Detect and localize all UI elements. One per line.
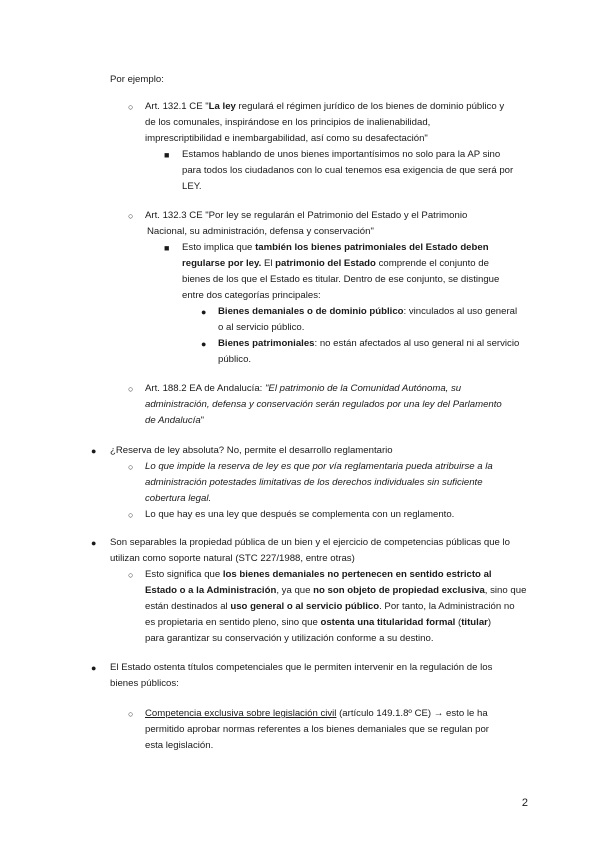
text-run: Estado o a la Administración (145, 585, 277, 596)
text-run: Lo que impide la reserva de ley es que por vía reglamentaria pueda atribuirse a la (145, 461, 493, 472)
text-run: Lo que hay es una ley que después se complementa con un reglamento. (145, 509, 455, 520)
text-run: La ley (208, 101, 236, 112)
text-run: Bienes demaniales o de dominio público (218, 306, 404, 317)
dot-bullet-icon: ● (91, 538, 97, 548)
text-run: uso general o al servicio público (230, 601, 380, 612)
text-run: están destinados al (145, 601, 231, 612)
doc-line (145, 133, 428, 145)
doc-line (145, 210, 467, 222)
text-run: Art. 188.2 EA de Andalucía: (145, 383, 266, 394)
text-run: utilizan como soporte natural (STC 227/1988, entre otras) (110, 553, 355, 564)
text-run: los bienes demaniales no pertenecen en sentido estricto al (222, 569, 492, 580)
text-run: de los comunales, inspirándose en los principios de inalienabilidad, (145, 117, 431, 128)
text-run: cobertura legal. (145, 493, 212, 504)
text-run: Competencia exclusiva sobre legislación civil (145, 708, 337, 719)
doc-line (218, 306, 517, 318)
text-run: Bienes patrimoniales (218, 338, 315, 349)
text-run: para garantizar su conservación y utilización conforme a su destino. (145, 633, 434, 644)
dot-bullet-icon: ● (201, 339, 207, 349)
doc-line (110, 662, 492, 674)
doc-line (182, 242, 489, 254)
text-run: ( (455, 617, 462, 628)
text-run: imprescriptibilidad e inembargabilidad, así como su desafectación" (145, 133, 428, 144)
text-run: ¿Reserva de ley absoluta? No, permite el desarrollo reglamentario (110, 445, 393, 456)
text-run: LEY. (182, 181, 202, 192)
doc-line (110, 74, 164, 86)
text-run: ) (487, 617, 492, 628)
circle-bullet-icon: ○ (128, 570, 134, 580)
circle-bullet-icon: ○ (128, 462, 134, 472)
text-run: . Por tanto, la Administración no (379, 601, 515, 612)
dot-bullet-icon: ● (91, 446, 97, 456)
text-run: ostenta una titularidad formal (320, 617, 456, 628)
text-run: , sino que (484, 585, 527, 596)
text-run: administración potestades limitativas de los derechos individuales sin suficiente (145, 477, 483, 488)
doc-line (145, 633, 434, 645)
doc-line (145, 399, 502, 411)
doc-line (145, 585, 526, 597)
doc-line (182, 290, 321, 302)
dot-bullet-icon: ● (91, 663, 97, 673)
text-run: permitido aprobar normas referentes a los bienes demaniales que se regulan por (145, 724, 489, 735)
doc-line (110, 553, 355, 565)
circle-bullet-icon: ○ (128, 102, 134, 112)
text-run: de Andalucía (145, 415, 201, 426)
text-run: esta legislación. (145, 740, 214, 751)
doc-line (182, 149, 500, 161)
text-run: , ya que (276, 585, 314, 596)
text-run: o al servicio público. (218, 322, 305, 333)
text-run: : no están afectados al uso general ni al servicio (314, 338, 520, 349)
text-run: para todos los ciudadanos con lo cual tenemos esa exigencia de que será por (182, 165, 514, 176)
text-run: es propietaria en sentido pleno, sino que (145, 617, 321, 628)
text-run: no son objeto de propiedad exclusiva (313, 585, 485, 596)
doc-line (145, 477, 483, 489)
text-run: regularse por ley. (182, 258, 262, 269)
text-run: Art. 132.1 CE " (145, 101, 209, 112)
text-run: Son separables la propiedad pública de un bien y el ejercicio de competencias públicas que lo (110, 537, 511, 548)
text-run: Por ejemplo: (110, 74, 164, 85)
text-run: Estamos hablando de unos bienes importantísimos no solo para la AP sino (182, 149, 501, 160)
text-run: El Estado ostenta títulos competenciales que le permiten intervenir en la regulación de los (110, 662, 493, 673)
circle-bullet-icon: ○ (128, 709, 134, 719)
doc-line (145, 740, 213, 752)
text-run: bienes públicos: (110, 678, 179, 689)
doc-line (182, 274, 499, 286)
doc-line (218, 354, 251, 366)
text-run: regulará el régimen jurídico de los bienes de dominio público y (235, 101, 505, 112)
doc-line (145, 117, 430, 129)
text-run: (artículo 149.1.8º CE) → esto le ha (336, 708, 488, 719)
text-run: administración, defensa y conservación serán regulados por una ley del Parlamento (145, 399, 502, 410)
text-run: : vinculados al uso general (403, 306, 518, 317)
doc-line (147, 226, 374, 238)
circle-bullet-icon: ○ (128, 384, 134, 394)
doc-line (145, 617, 491, 629)
doc-line (145, 461, 493, 473)
circle-bullet-icon: ○ (128, 510, 134, 520)
text-run: público. (218, 354, 252, 365)
text-run: patrimonio del Estado (275, 258, 376, 269)
doc-line (145, 724, 489, 736)
doc-line (218, 322, 304, 334)
doc-line (145, 509, 454, 521)
doc-line (145, 415, 204, 427)
text-run: entre dos categorías principales: (182, 290, 321, 301)
doc-line (145, 569, 492, 581)
square-bullet-icon: ■ (164, 243, 170, 253)
doc-line (145, 383, 461, 395)
doc-line (145, 708, 488, 720)
text-run: Esto significa que (145, 569, 223, 580)
text-run: Art. 132.3 CE "Por ley se regularán el Patrimonio del Estado y el Patrimonio (145, 210, 468, 221)
doc-line (145, 601, 515, 613)
doc-line (110, 678, 179, 690)
text-run: " (200, 415, 205, 426)
doc-line (145, 101, 504, 113)
text-run: Esto implica que (182, 242, 256, 253)
text-run: también los bienes patrimoniales del Estado deben (255, 242, 489, 253)
text-run: "El patrimonio de la Comunidad Autónoma, su (265, 383, 462, 394)
text-run: El (261, 258, 276, 269)
circle-bullet-icon: ○ (128, 211, 134, 221)
doc-line (145, 493, 211, 505)
text-run: Nacional, su administración, defensa y conservación" (147, 226, 374, 237)
doc-line (110, 445, 393, 457)
page-number: 2 (521, 797, 528, 809)
square-bullet-icon: ■ (164, 150, 170, 160)
dot-bullet-icon: ● (201, 307, 207, 317)
doc-line (182, 165, 513, 177)
doc-line (182, 181, 202, 193)
doc-line (182, 258, 489, 270)
doc-line (218, 338, 519, 350)
text-run: titular (461, 617, 488, 628)
text-run: comprende el conjunto de (375, 258, 489, 269)
doc-line (110, 537, 510, 549)
text-run: bienes de los que el Estado es titular. Dentro de ese conjunto, se distingue (182, 274, 500, 285)
